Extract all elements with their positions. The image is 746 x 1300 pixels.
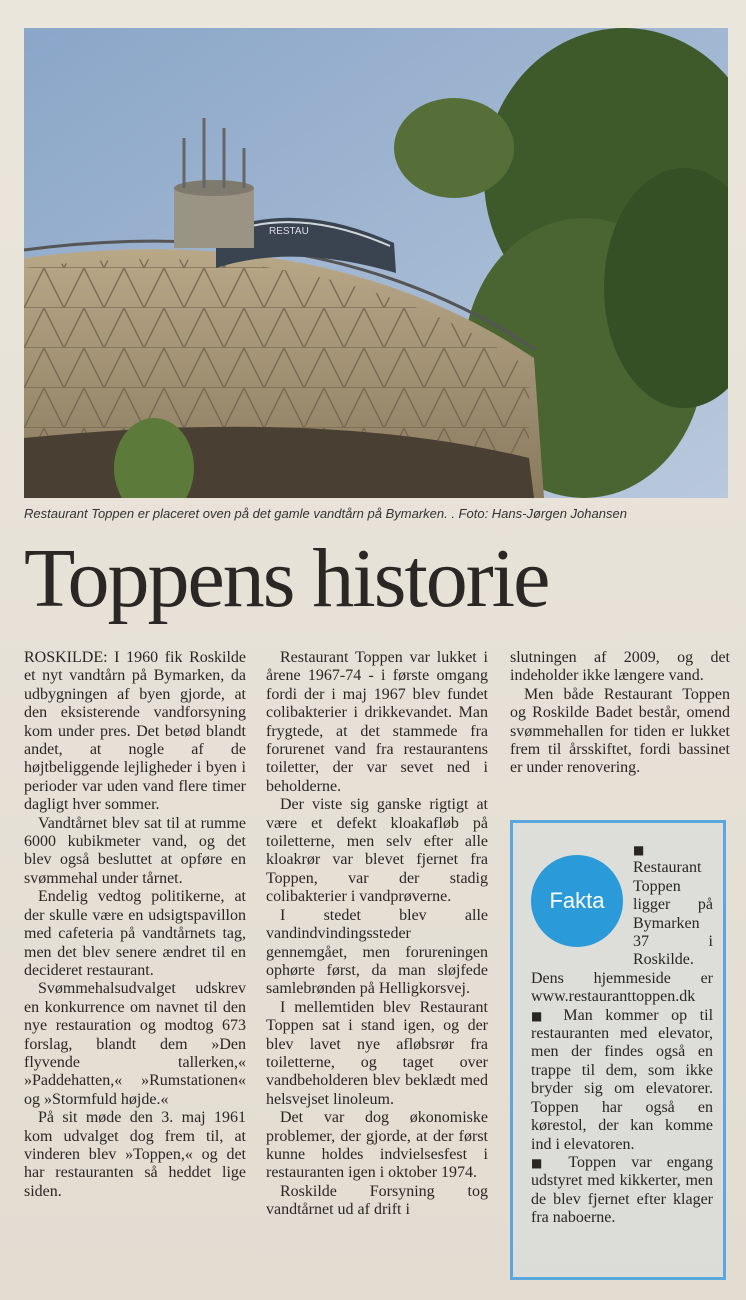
paragraph: Svømmehalsudvalget udskrev en konkurrence om navnet til den nye restauration og modtog 673 forslag, blandt dem »Den flyvende tallerken,« »Paddehatten,« »Rumstationen« og »Stormfuld højde.«: [24, 980, 246, 1108]
fakta-box: [510, 820, 726, 1280]
article-column-3: [510, 649, 730, 778]
paragraph: ROSKILDE: I 1960 fik Roskilde et nyt vandtårn på Bymarken, da udbygningen af byen gjorde, at den eksisterende vandforsyning kom under pres. Det betød blandt andet, at nogle af de højtbeliggende lejligheder i byen i perioder var uden vand flere timer dagligt hver sommer.: [24, 649, 246, 814]
photo-caption: Restaurant Toppen er placeret oven på det gamle vandtårn på Bymarken. . Foto: Hans-Jørgen Johansen: [24, 506, 627, 521]
article-column-1: [24, 649, 246, 1201]
paragraph: Vandtårnet blev sat til at rumme 6000 kubikmeter vand, og det blev også besluttet at opføre en svømmehal under tårnet.: [24, 814, 246, 887]
fakta-item-text: Toppen var engang udstyret med kikkerter, men de blev fjernet efter klager fra naboerne.: [531, 1153, 714, 1227]
paragraph: Det var dog økonomiske problemer, der gjorde, at der først kunne holdes indvielsesfest i restauranten igen i oktober 1974.: [266, 1109, 488, 1182]
article-column-2: [266, 649, 488, 1220]
water-tower-photo: [24, 28, 728, 498]
fakta-item-text: Restaurant Toppen ligger på Bymarken 37 i Roskilde. Dens hjemmeside er www.restauranttoppen.dk: [531, 859, 713, 1006]
paragraph: Der viste sig ganske rigtigt at være et defekt kloakafløb på toiletterne, men selv efter alle kloakrør var blevet fjernet fra Toppen, var der stadig colibakterier i vandprøverne.: [266, 796, 488, 906]
paragraph: Roskilde Forsyning tog vandtårnet ud af drift i: [266, 1182, 488, 1219]
bullet-icon: ■: [633, 843, 645, 857]
fakta-item: [531, 1007, 713, 1154]
paragraph: Men både Restaurant Toppen og Roskilde Badet består, omend svømmehallen for tiden er lukket frem til årsskiftet, fordi bassinet er under renovering.: [510, 685, 730, 777]
bullet-icon: ■: [531, 1008, 551, 1023]
fakta-item: [531, 1154, 713, 1228]
paragraph: I stedet blev alle vandindvindingssteder gennemgået, men forureningen ophørte først, da man sløjfede samlebrønden på Helligkorsvej.: [266, 906, 488, 998]
fakta-badge: Fakta: [531, 855, 623, 947]
bullet-icon: ■: [531, 1155, 554, 1170]
paragraph: slutningen af 2009, og det indeholder ikke længere vand.: [510, 649, 730, 685]
article-photo: [24, 28, 728, 498]
paragraph: Restaurant Toppen var lukket i årene 1967-74 - i første omgang fordi der i maj 1967 blev fundet colibakterier i drikkevandet. Man frygtede, at det stammede fra forurenet vand fra restaurantens toiletter, der var sevet ned i beholderne.: [266, 649, 488, 795]
fakta-item-text: Man kommer op til restauranten med elevator, men der findes også en trappe til dem, som ikke bryder sig om elevatorer. Toppen har også en kørestol, der kan komme ind i elevatoren.: [531, 1006, 714, 1153]
paragraph: I mellemtiden blev Restaurant Toppen sat i stand igen, og der blev lavet nye afløbsrør fra toiletterne, og taget over vandbeholderen blev beklædt med helsvejset linoleum.: [266, 998, 488, 1108]
paragraph: Endelig vedtog politikerne, at der skulle være en udsigtspavillon med cafeteria på vandtårnets tag, men det blev senere ændret til en decideret restaurant.: [24, 888, 246, 979]
article-headline: Toppens historie: [24, 532, 549, 625]
paragraph: På sit møde den 3. maj 1961 kom udvalget dog frem til, at vinderen blev »Toppen,« og det har restauranten så heddet lige siden.: [24, 1109, 246, 1200]
pavilion-sign: RESTAU: [269, 226, 309, 237]
